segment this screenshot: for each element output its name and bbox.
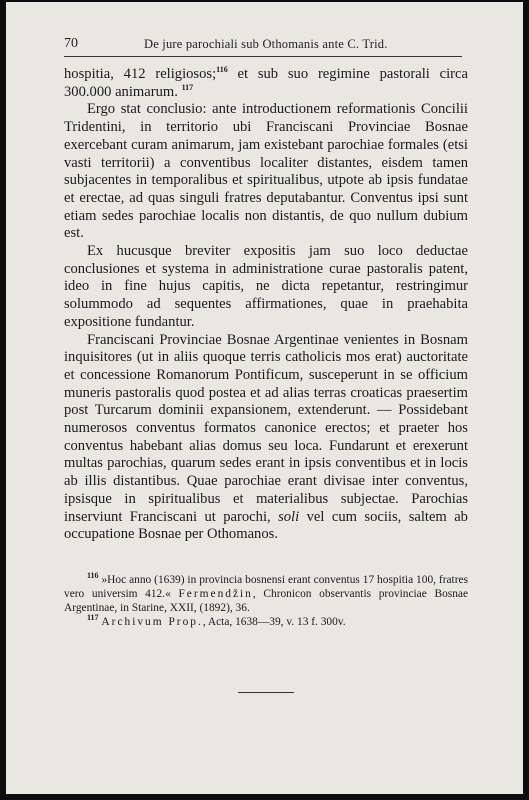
footnote-117-number: 117 bbox=[87, 613, 99, 623]
paragraph-4-text-b: vel cum sociis, saltem ab occupatione Bosnae per Othomanos. bbox=[64, 508, 468, 543]
paragraph-3: Ex hucusque breviter expositis jam suo loco deductae conclusiones et systema in administratione curae pastoralis patent, ideo in fine hujus capitis, ne dicta repetantur, restringimur solummodo ad sequentes affirmationes, quae in praehabita expositione fundantur. bbox=[64, 243, 468, 330]
running-header bbox=[64, 36, 462, 57]
footnote-116-text-b: , Chronicon observantis provinciae Bosnae Argentinae, in Starine, XXII, (1892), 36. bbox=[64, 588, 469, 614]
paragraph-1 bbox=[64, 66, 468, 101]
paragraph-4 bbox=[64, 332, 468, 544]
end-rule bbox=[238, 692, 294, 693]
footnote-117-text-b: , Acta, 1638—39, v. 13 f. 300v. bbox=[202, 616, 346, 628]
main-text bbox=[64, 66, 468, 544]
paragraph-4-text-a: Franciscani Provinciae Bosnae Argentinae venientes in Bosnam inquisitores (ut in aliis quoque terris catholicis mos erat) auctoritate et concessione Romanorum Pontificum, susceperunt in se officium muneris pastoralis quod postea et ad alias terras croaticas praesertim post Turcarum dominii expansionem, extenderunt. — Possidebant numerosos conventus formatos canonice erectos; et praeter hos conventus habebant alias domus seu loca. Fundarunt et erexerunt multas parochias, quarum sedes erant in ipsis conventibus et in locis ab illis distantibus. Quae parochiae erant divisae inter conventus, ipsisque in spiritualibus et materialibus subjectae. Parochias inserviunt Franciscani ut parochi, bbox=[64, 331, 468, 525]
footnote-117-archive: Archivum Prop. bbox=[101, 616, 203, 628]
footnote-116-text-a: »Hoc anno (1639) in provincia bosnensi erant conventus 17 hospitia 100, fratres vero universim 412.« bbox=[64, 574, 468, 600]
paragraph-4-italic-soli: soli bbox=[278, 508, 300, 525]
footnote-ref-116: 116 bbox=[216, 65, 228, 75]
footnote-117 bbox=[64, 615, 468, 629]
book-page bbox=[6, 2, 523, 794]
page-number: 70 bbox=[64, 36, 78, 51]
paragraph-1-text-a: hospitia, 412 religiosos; bbox=[64, 66, 217, 82]
footnotes bbox=[64, 573, 468, 629]
footnote-ref-117: 117 bbox=[181, 82, 194, 92]
running-title: De jure parochiali sub Othomanis ante C. Trid. bbox=[144, 37, 388, 51]
footnote-116-author: Fermendžin bbox=[178, 588, 253, 600]
paragraph-1-text-b: et sub suo regimine pastorali circa 300.000 animarum. bbox=[64, 66, 468, 100]
footnote-116-number: 116 bbox=[87, 571, 99, 581]
paragraph-2: Ergo stat conclusio: ante introductionem reformationis Concilii Tridentini, in territorio ubi Franciscani Provinciae Bosnae exercebant curam animarum, jam existebant parochiae formales (etsi vasti territorii) a conventibus localiter distantes, eisdem tamen subjacentes in temporalibus et spiritualibus, utpote ab ipsis fundatae et erectae, ad quas singuli fratres deputabantur. Conventus ipsi sunt etiam sedes parochiae localis non distantis, de quo nullum dubium est. bbox=[64, 101, 468, 242]
footnote-116 bbox=[64, 573, 468, 615]
